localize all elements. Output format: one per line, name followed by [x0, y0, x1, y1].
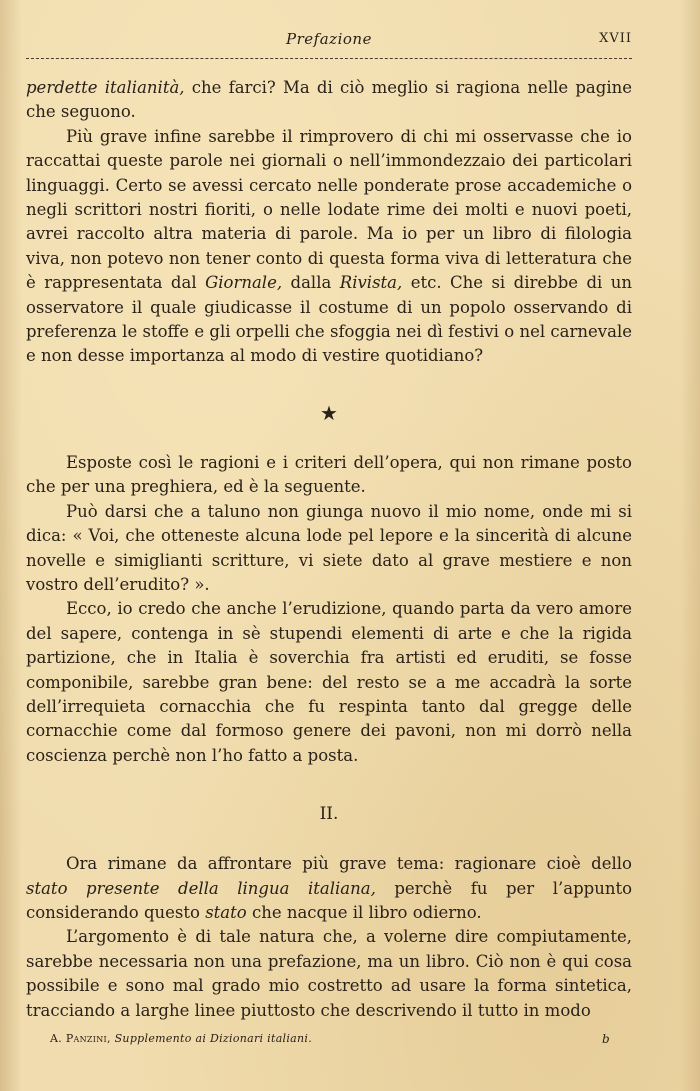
paragraph: Ecco, io credo che anche l’erudizione, quando parta da vero amore del sapere, contenga in sè stupendi elementi di arte e che la rigida partizione, che in Italia è soverchia fra artisti ed eruditi, se fosse componibile, sarebbe gran bene: del resto se a me accadrà la sorte dell’irrequieta cornacchia che fu respinta tanto dal gregge delle cornacchie come dal formoso genere dei pavoni, non mi dorrò nella coscienza perchè non l’ho fatto a posta.	[26, 599, 632, 765]
italic-phrase: stato presente della lingua italiana,	[26, 878, 376, 898]
italic-phrase: Giornale,	[205, 273, 283, 293]
paragraph: L’argomento è di tale natura che, a volerne dire compiutamente, sarebbe necessaria non una prefazione, ma un libro. Ciò non è qui cosa possibile e sono mal grado mio costretto ad usare la forma sintetica, tracciando a larghe linee piuttosto che descrivendo il tutto in modo	[26, 927, 632, 1020]
paragraph-text: che nacque il libro odierno.	[246, 902, 482, 922]
paragraph-text: perchè fu per l’appunto considerando questo	[26, 878, 633, 922]
star-separator-icon: ★	[320, 400, 338, 425]
page-number: XVII	[599, 31, 632, 46]
paragraph-continued	[26, 76, 632, 125]
paragraph	[26, 852, 632, 925]
page-footer	[50, 1032, 610, 1045]
footer-work-title: Supplemento ai Dizionari italiani.	[114, 1032, 313, 1045]
header-rule	[26, 58, 632, 59]
italic-phrase: perdette italianità,	[26, 78, 185, 97]
paragraph	[26, 125, 632, 369]
paragraph: Esposte così le ragioni e i criteri dell’opera, qui non rimane posto che per una preghiera, ed è la seguente.	[26, 452, 632, 497]
signature-mark: b	[602, 1032, 610, 1046]
paragraph-text: Più grave infine sarebbe il rimprovero di chi mi osservasse che io raccattai queste parole nei giornali o nell’immondezzaio dei particolari linguaggi. Certo se avessi cercato nelle ponderate prose accademiche o negli scrittori nostri fioriti, o nelle lodate rime dei molti e nuovi poeti, avrei raccolto altra materia di parole. Ma io per un libro di filologia viva, non potevo non tener conto di questa forma viva di letteratura che è rappresentata dal	[26, 126, 632, 293]
running-head	[26, 30, 632, 54]
italic-phrase: Rivista,	[339, 273, 403, 293]
paragraph-text: dalla	[282, 273, 340, 293]
paragraph: Può darsi che a taluno non giunga nuovo il mio nome, onde mi si dica: « Voi, che otteneste alcuna lode pel lepore e la sincerità di alcune novelle e simiglianti scritture, vi siete dato al grave mestiere e non vostro dell’erudito? ».	[26, 501, 632, 594]
running-head-title: Prefazione	[286, 30, 372, 48]
paragraph-text: Ora rimane da affrontare più grave tema: ragionare cioè dello	[66, 854, 632, 874]
italic-phrase: stato	[205, 902, 247, 922]
body-text	[26, 76, 632, 1023]
section-heading: II.	[319, 804, 339, 825]
paragraph-text: che farci? Ma di ciò meglio si ragiona nelle pagine che seguono.	[26, 78, 632, 122]
paragraph-text: etc. Che si direbbe di un osservatore il quale giudicasse il costume di un popolo osservando di preferenza le stoffe e gli orpelli che sfoggia nei dì festivi o nel carnevale e non desse importanza al modo di vestire quotidiano?	[26, 273, 632, 366]
footer-author: A. Panzini,	[50, 1032, 111, 1045]
